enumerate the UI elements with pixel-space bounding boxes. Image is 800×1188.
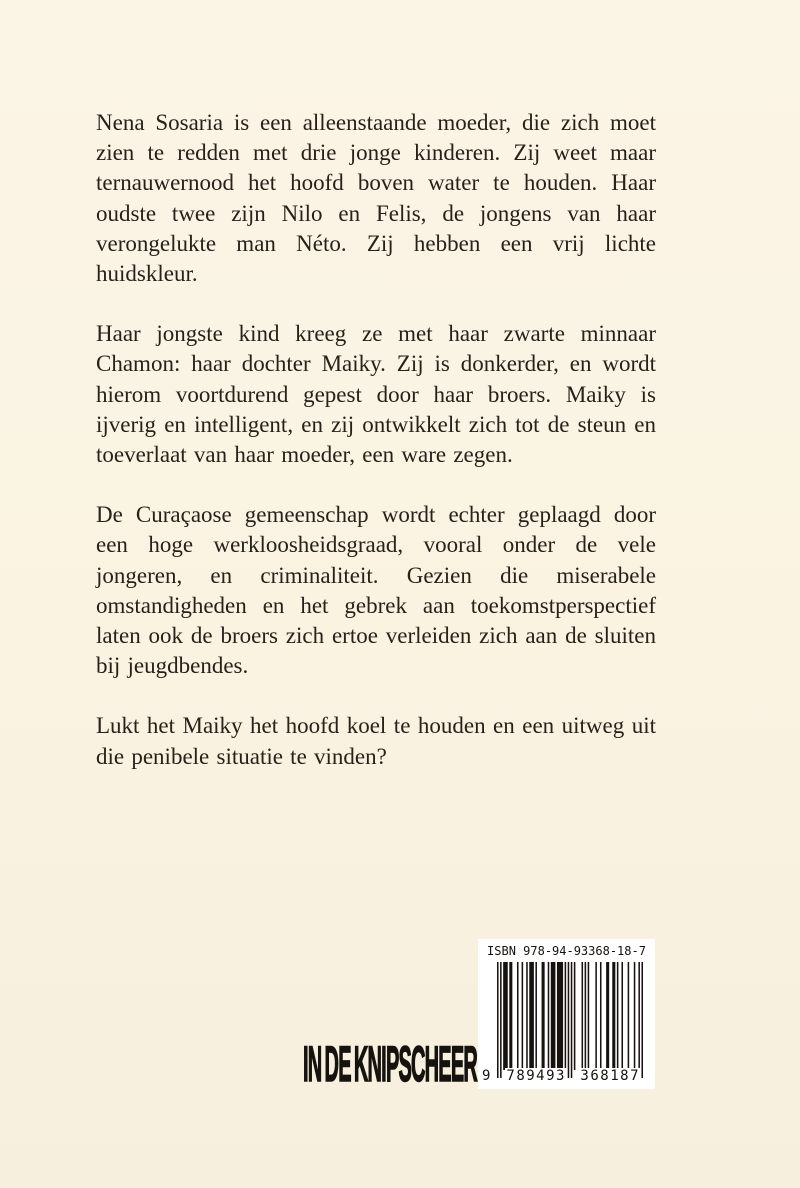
barcode-digits (481, 1068, 641, 1084)
blurb-paragraph-1: Nena Sosaria is een alleenstaande moeder, die zich moet zien te redden met drie jonge kinderen. Zij weet maar ternauwernood het hoofd boven water te houden. Haar oudste twee zijn Nilo en Felis, de jongens van haar verongelukte man Néto. Zij hebben een vrij lichte huidskleur. (96, 110, 656, 287)
barcode-digit-group1: 789493 (506, 1068, 566, 1084)
publisher-logo-text: IN DE KNIPSCHEER (303, 1036, 478, 1092)
isbn-label: ISBN 978-94-93368-18-7 (487, 944, 646, 958)
publisher-logo (303, 1036, 478, 1092)
blurb-paragraph-4: Lukt het Maiky het hoofd koel te houden en een uitweg uit die penibele situatie te vinden? (96, 713, 656, 769)
blurb-text (96, 108, 656, 802)
barcode-panel (478, 939, 655, 1089)
ean13-barcode (497, 962, 643, 1078)
barcode-digit-prefix: 9 (482, 1068, 492, 1084)
barcode-digit-group2: 368187 (580, 1068, 640, 1084)
blurb-paragraph-3: De Curaçaose gemeenschap wordt echter geplaagd door een hoge werkloosheidsgraad, vooral onder de vele jongeren, en criminaliteit. Gezien die miserabele omstandigheden en het gebrek aan toekomstperspectief laten ook de broers zich ertoe verleiden zich aan de sluiten bij jeugdbendes. (96, 502, 656, 679)
blurb-paragraph-2: Haar jongste kind kreeg ze met haar zwarte minnaar Chamon: haar dochter Maiky. Zij is donkerder, en wordt hierom voortdurend gepest door haar broers. Maiky is ijverig en intelligent, en zij ontwikkelt zich tot de steun en toeverlaat van haar moeder, een ware zegen. (96, 321, 656, 468)
